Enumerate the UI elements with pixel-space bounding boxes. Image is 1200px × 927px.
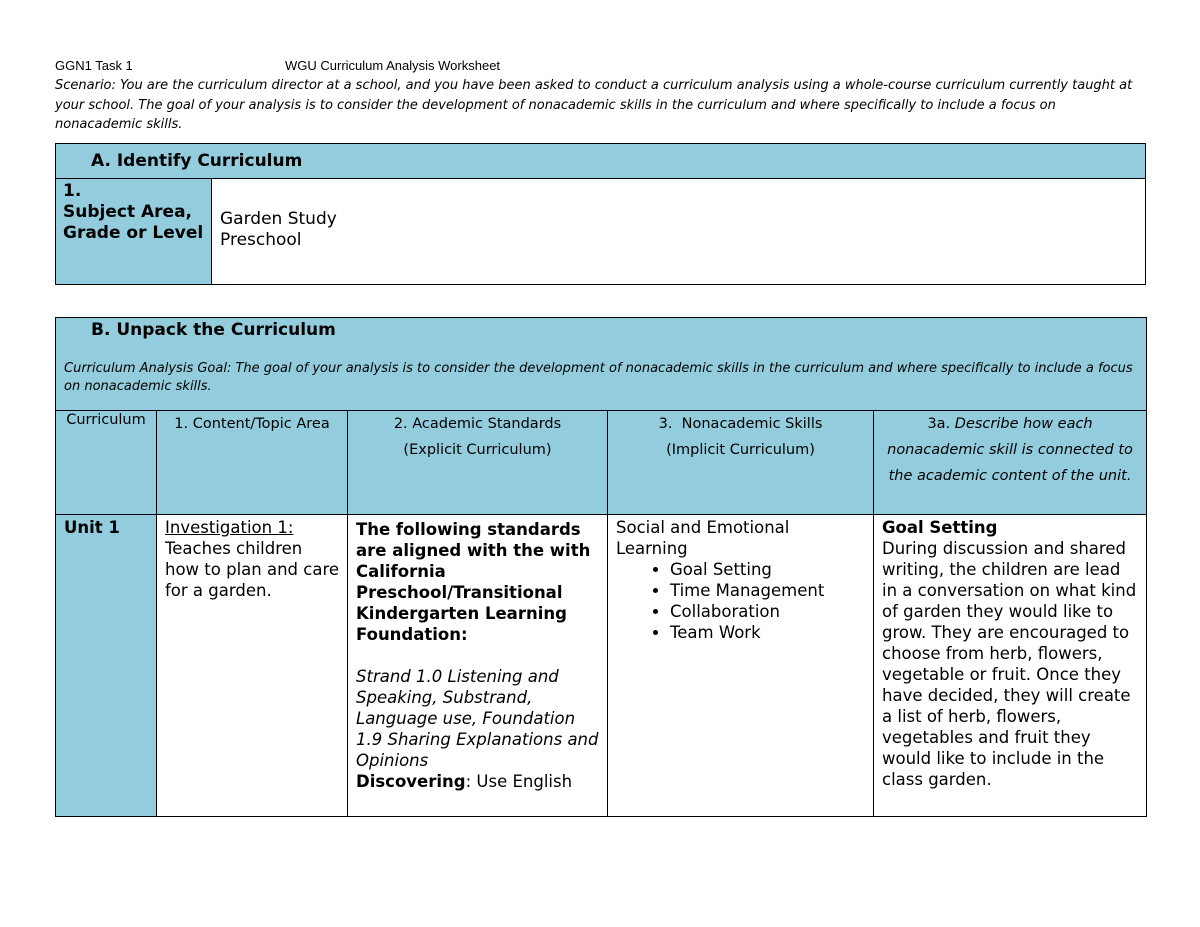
list-item: • Collaboration bbox=[670, 601, 865, 622]
unpack-curriculum-table bbox=[55, 317, 1147, 817]
describe-prefix: 3a. bbox=[927, 416, 951, 432]
task-label: GGN1 Task 1 bbox=[55, 58, 133, 73]
nonacademic-skills-subtitle: (Implicit Curriculum) bbox=[666, 442, 815, 458]
subject-area-value bbox=[212, 179, 1146, 285]
col-header-nonacademic-skills bbox=[608, 411, 874, 515]
list-item: • Goal Setting bbox=[670, 559, 865, 580]
col-header-curriculum: Curriculum bbox=[56, 411, 157, 515]
subject-area-label bbox=[56, 179, 212, 285]
standards-intro: The following standards are aligned with the with California Preschool/Transitional Kindergarten Learning Foundation: bbox=[356, 520, 591, 644]
analysis-goal-text: Curriculum Analysis Goal: The goal of your analysis is to consider the development of nonacademic skills in the curriculum and where specifically to include a focus on nonacademic skills. bbox=[64, 361, 1133, 394]
nonacademic-skills-title: 3. Nonacademic Skills bbox=[658, 416, 823, 432]
describe-text: During discussion and shared writing, the children are lead in a conversation on what kind of garden they would like to grow. They are encouraged to choose from herb, flowers, vegetable or fruit. Once they have decided, they will create a list of herb, flowers, vegetables and fruit they would like to include in the class garden. bbox=[882, 539, 1137, 789]
list-item: • Time Management bbox=[670, 580, 865, 601]
describe-title: Goal Setting bbox=[882, 518, 998, 537]
discovering-text: : Use English bbox=[465, 772, 573, 791]
col-header-academic-standards bbox=[348, 411, 608, 515]
academic-standards-subtitle: (Explicit Curriculum) bbox=[403, 442, 552, 458]
worksheet-title: WGU Curriculum Analysis Worksheet bbox=[285, 58, 501, 73]
unit-label: Unit 1 bbox=[56, 515, 157, 817]
strand-text: Strand 1.0 Listening and Speaking, Substrand, Language use, Foundation 1.9 Sharing Explanations and Opinions bbox=[356, 667, 599, 770]
subject-value: Garden Study bbox=[220, 209, 337, 229]
section-b-header bbox=[56, 318, 1147, 411]
investigation-text: Teaches children how to plan and care for a garden. bbox=[165, 539, 340, 600]
nonacademic-skills-cell bbox=[608, 515, 874, 817]
section-a-heading: A. Identify Curriculum bbox=[56, 144, 1146, 179]
grade-value: Preschool bbox=[220, 230, 302, 250]
section-b-heading: B. Unpack the Curriculum bbox=[91, 320, 336, 340]
skills-list bbox=[616, 559, 865, 643]
describe-connection-cell bbox=[874, 515, 1147, 817]
scenario-text: Scenario: You are the curriculum director at a school, and you have been asked to conduct a curriculum analysis using a whole-course curriculum currently taught at your school. The goal of your analysis is to consider the development of nonacademic skills in the curriculum and where specifically to include a focus on nonacademic skills. bbox=[55, 78, 1133, 132]
academic-standards-title: 2. Academic Standards bbox=[393, 416, 562, 432]
col-header-describe-connection bbox=[874, 411, 1147, 515]
table-row bbox=[56, 515, 1147, 817]
describe-instructions: Describe how each nonacademic skill is connected to the academic content of the unit. bbox=[887, 416, 1133, 484]
content-topic-cell bbox=[157, 515, 348, 817]
subject-area-number: 1. bbox=[63, 181, 82, 201]
investigation-title: Investigation 1: bbox=[165, 518, 294, 537]
discovering-label: Discovering bbox=[356, 772, 466, 791]
col-header-content-topic: 1. Content/Topic Area bbox=[157, 411, 348, 515]
list-item: • Team Work bbox=[670, 622, 865, 643]
academic-standards-cell bbox=[348, 515, 608, 817]
discovering-line bbox=[356, 771, 599, 792]
identify-curriculum-table bbox=[55, 143, 1146, 285]
subject-area-label-text: Subject Area, Grade or Level bbox=[63, 202, 204, 243]
skills-category: Social and Emotional Learning bbox=[616, 518, 790, 558]
